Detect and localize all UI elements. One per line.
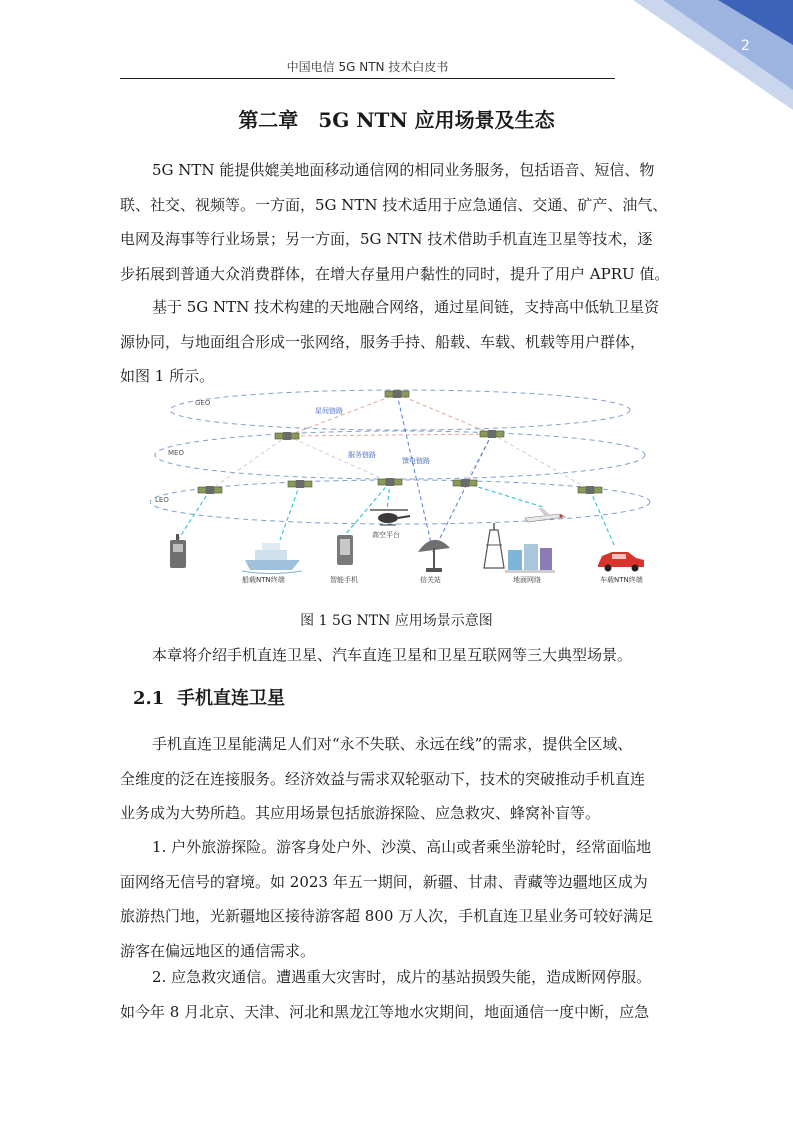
orbit-label-geo: GEO [195,399,211,407]
car-icon [598,552,644,572]
label-ground-network: 地面网络 [513,576,541,584]
label-ship-terminal: 船载NTN终端 [242,576,285,584]
section-number: 2.1 [133,688,165,709]
label-inter-satellite-link: 星间链路 [315,407,343,415]
text-line: 游客在偏远地区的通信需求。 [120,941,316,960]
chapter-title: 第二章 5G NTN 应用场景及生态 [238,108,555,132]
text-line: 5G NTN 能提供媲美地面移动通信网的相同业务服务，包括语音、短信、物 [152,161,655,179]
leo-satellite [288,480,312,488]
aircraft-icon [525,508,565,522]
paragraph-intro [120,153,673,291]
page-number: 2 [741,38,750,54]
text-line: 联、社交、视频等。一方面，5G NTN 技术适用于应急通信、交通、矿产、油气、 [120,195,668,214]
paragraph-outdoor-travel [120,830,673,968]
leo-satellite [378,478,402,486]
text-line: 如图 1 所示。 [120,367,215,385]
text-line: 业务成为大势所趋。其应用场景包括旅游探险、应急救灾、蜂窝补盲等。 [120,804,601,822]
meo-orbit [155,431,645,479]
helicopter-icon [370,510,410,525]
cell-tower-icon [484,523,504,568]
orbit-label-leo: LEO [155,496,169,504]
text-line: 全维度的泛在连接服务。经济效益与需求双轮驱动下，技术的突破推动手机直连 [120,769,646,788]
section-heading [133,684,285,710]
text-line: 步拓展到普通大众消费群体，在增大存量用户黏性的同时，提升了用户 APRU 值。 [120,264,670,283]
text-line: 手机直连卫星能满足人们对“永不失联、永远在线”的需求，提供全区域、 [152,735,633,753]
paragraph-chapter-overview [120,638,673,673]
text-line: 本章将介绍手机直连卫星、汽车直连卫星和卫星互联网等三大典型场景。 [152,646,633,664]
text-line: 2. 应急救灾通信。遭遇重大灾害时，成片的基站损毁失能，造成断网停服。 [152,968,652,986]
leo-satellite [578,486,602,494]
text-line: 基于 5G NTN 技术构建的天地融合网络，通过星间链，支持高中低轨卫星资 [152,298,660,316]
paragraph-direct-to-phone [120,727,673,831]
handheld-terminal-icon [170,534,186,568]
section-title: 手机直连卫星 [177,688,285,709]
leo-satellite [453,479,477,487]
corner-decoration [633,0,793,110]
smartphone-icon [337,535,353,565]
label-aerial-platform: 高空平台 [372,531,400,539]
label-car-terminal: 车载NTN终端 [600,576,643,584]
meo-satellite [480,430,504,438]
text-line: 源协同，与地面组合形成一张网络，服务手持、船载、车载、机载等用户群体， [120,332,646,351]
paragraph-network [120,290,673,394]
running-header: 中国电信 5G NTN 技术白皮书 [286,60,449,74]
leo-satellite [198,486,222,494]
text-line: 电网及海事等行业场景；另一方面，5G NTN 技术借助手机直连卫星等技术，逐 [120,230,653,248]
paragraph-disaster-relief [120,960,673,1029]
label-gateway-station: 信关站 [420,576,441,584]
satellite-dish-icon [418,540,450,572]
geo-satellite [385,390,409,398]
ship-icon [242,543,302,574]
text-line: 1. 户外旅游探险。游客身处户外、沙漠、高山或者乘坐游轮时，经常面临地 [152,838,652,856]
ntn-scenario-diagram [150,380,660,590]
header-divider [120,78,615,79]
text-line: 面网络无信号的窘境。如 2023 年五一期间，新疆、甘肃、青藏等边疆地区成为 [120,872,648,891]
label-service-link: 服务链路 [348,451,376,459]
meo-satellite [275,432,299,440]
label-smartphone: 智能手机 [330,576,358,584]
orbit-label-meo: MEO [168,449,184,457]
label-feeder-link: 馈电链路 [402,457,430,465]
figure-caption: 图 1 5G NTN 应用场景示意图 [300,613,493,629]
text-line: 如今年 8 月北京、天津、河北和黑龙江等地水灾期间，地面通信一度中断，应急 [120,1002,650,1021]
text-line: 旅游热门地，光新疆地区接待游客超 800 万人次，手机直连卫星业务可较好满足 [120,907,654,925]
data-center-icon [505,544,555,573]
